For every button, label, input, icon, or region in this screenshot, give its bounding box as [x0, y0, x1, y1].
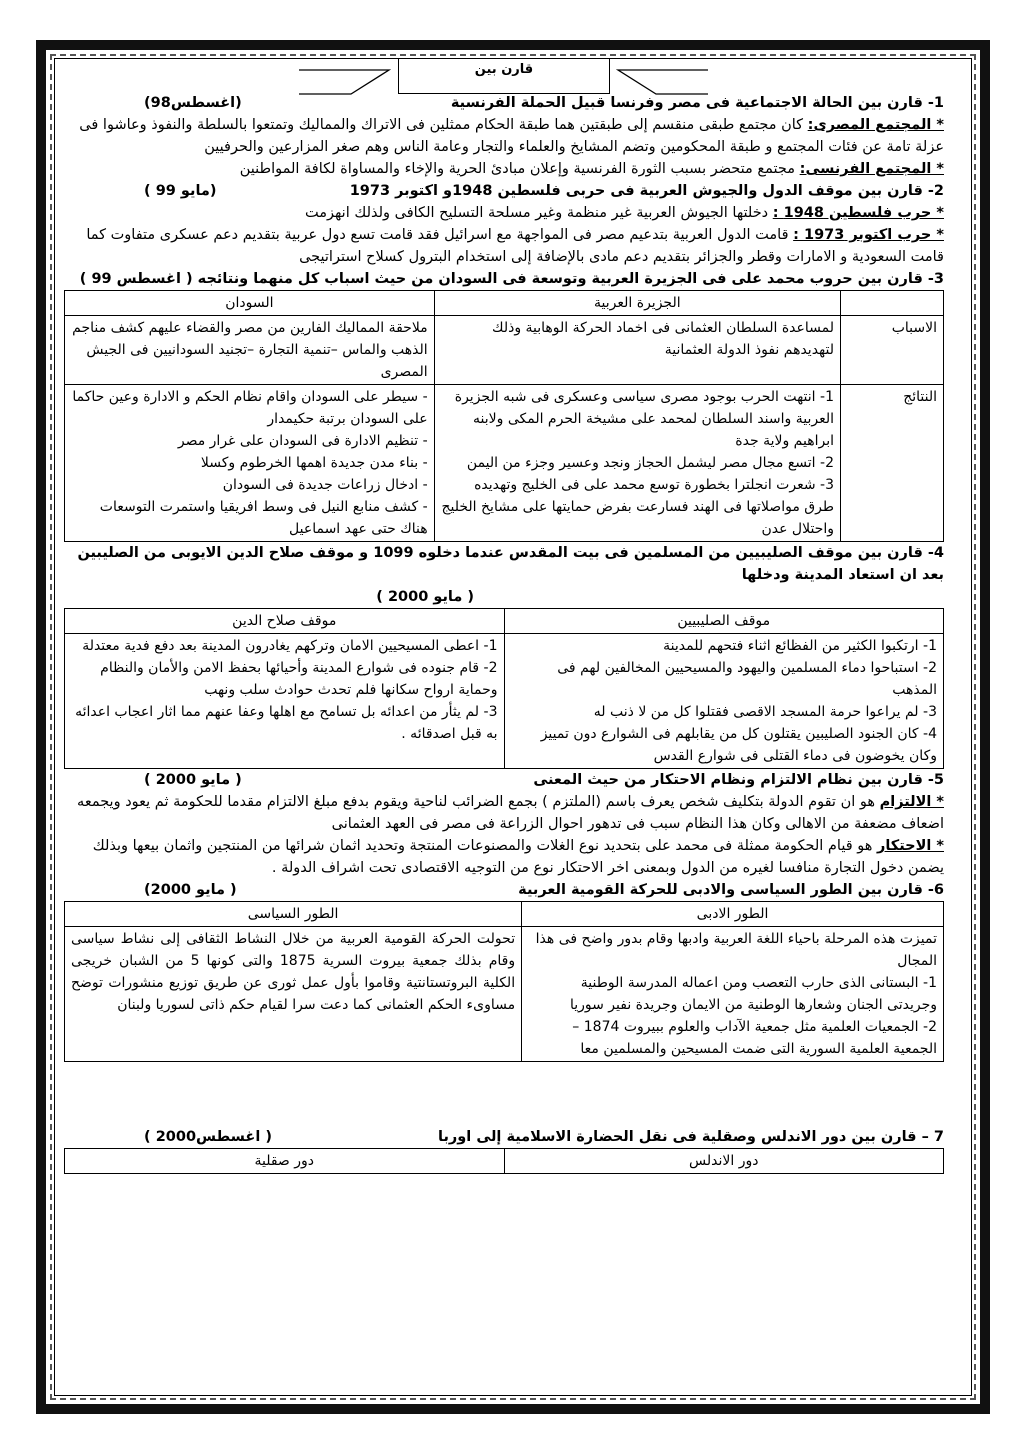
list-item: 2- استباحوا دماء المسلمين واليهود والمسيحيين المخالفين لهم فى المذهب — [557, 660, 937, 698]
q1-france-label: * المجتمع الفرنسى: — [799, 161, 944, 177]
q3-col-sudan: السودان — [65, 291, 435, 316]
q1-egypt-text: كان مجتمع طبقى منقسم إلى طبقتين هما طبقة الحكام ممثلين فى الاتراك والمماليك وتمتعوا بالسلطة والنفوذ وعاشوا فى عزلة تامة عن فئات المجتمع و طبقة المحكومين وتضم المشايخ والعلماء والتجار وعامة الناس وهم صغر المزارعين والحرفيين — [79, 117, 944, 155]
q4-table — [64, 608, 944, 769]
q6-political-cell: تحولت الحركة القومية العربية من خلال النشاط الثقافى إلى نشاط سياسى وقام بذلك جمعية بيروت السرية 1875 والتى كونها 5 من الشبان خريجى الكلية البروتستانتية وقاموا بأول عمل ثورى عن طريق توزيع منشورات توضح مساوىء الحكم العثمانى كما دعت سرا لقيام حكم ذاتى لسوريا ولبنان — [65, 927, 522, 1062]
q3-corner-cell — [841, 291, 944, 316]
q4-saladin-cell — [65, 634, 505, 769]
q6-heading-row — [64, 879, 944, 901]
list-item: 1- البستانى الذى حارب التعصب ومن اعماله المدرسة الوطنية وجريدتى الجنان وشعارها الوطنية من الايمان وجريدة نفير سوريا — [569, 975, 937, 1013]
q5-date: ( مايو 2000 ) — [144, 772, 242, 788]
q3-causes-arabia: لمساعدة السلطان العثمانى فى اخماد الحركة الوهابية وذلك لتهديدهم نفوذ الدولة العثمانية — [434, 316, 840, 385]
q1-date: (اغسطس98) — [144, 95, 242, 111]
list-item: 3- شعرت انجلترا بخطورة توسع محمد على فى الخليج وتهديده طرق مواصلاتها فى الهند فسارعت بفرض حمايتها على مشايخ الخليج واحتلال عدن — [441, 477, 834, 537]
q2-1973-label: * حرب اكتوبر 1973 : — [793, 227, 944, 243]
q1-heading-row — [64, 92, 944, 114]
q6-table — [64, 901, 944, 1062]
q7-col-andalus: دور الاندلس — [504, 1149, 944, 1174]
list-item: 2- اتسع مجال مصر ليشمل الحجاز ونجد وعسير وجزء من اليمن — [466, 455, 834, 471]
list-item: 3- لم يثأر من اعدائه بل تسامح مع اهلها وعفا عنهم مما اثار اعجاب اعدائه به قبل اصدقائه . — [75, 704, 498, 742]
q1-france — [64, 158, 944, 180]
list-item: - كشف منابع النيل فى وسط افريقيا واستمرت التوسعات هناك حتى عهد اسماعيل — [99, 499, 428, 537]
q3-col-arabia: الجزيرة العربية — [434, 291, 840, 316]
page-title: قارن بين — [398, 58, 610, 94]
q6-col-literary: الطور الادبى — [522, 902, 944, 927]
list-item: - سيطر على السودان واقام نظام الحكم و الادارة وعين حاكما على السودان برتبة حكيمدار — [72, 389, 428, 427]
q2-1973-text: قامت الدول العربية بتدعيم مصر فى المواجهة مع اسرائيل فقد قامت تسع دول عربية بتقديم دعم عسكرى متفاوت كما قامت السعودية و الامارات وقطر والجزائر بتقديم دعم مادى بالإضافة إلى استخدام البترول كسلاح استراتيجى — [86, 227, 944, 265]
q1-egypt — [64, 114, 944, 158]
q3-causes-sudan: ملاحقة المماليك الفارين من مصر والقضاء عليهم كشف مناجم الذهب والماس –تنمية التجارة –تجنيد السودانيين فى الجيش المصرى — [65, 316, 435, 385]
ribbon-right-icon — [616, 68, 708, 96]
q2-date: (مايو 99 ) — [144, 183, 217, 199]
q6-literary-cell — [522, 927, 944, 1062]
q1-france-text: مجتمع متحضر بسبب الثورة الفرنسية وإعلان مبادئ الحرية والإخاء والمساواة لكافة المواطنين — [239, 161, 796, 177]
ribbon-left-icon — [299, 68, 391, 96]
list-item: - تنظيم الادارة فى السودان على غرار مصر — [177, 433, 428, 449]
page-content — [64, 48, 944, 1174]
list-item: 1- ارتكبوا الكثير من الفظائع اثناء فتحهم للمدينة — [663, 638, 937, 654]
q3-row-causes: الاسباب — [841, 316, 944, 385]
q3-results-sudan — [65, 385, 435, 542]
spacer — [64, 1062, 944, 1126]
q5-iltizam-label: * الالتزام — [879, 794, 944, 810]
q5-iltizam — [64, 791, 944, 835]
q7-date: ( اغسطس2000 ) — [144, 1129, 272, 1145]
q2-heading: 2- قارن بين موقف الدول والجيوش العربية فى حربى فلسطين 1948و اكتوبر 1973 — [349, 183, 944, 199]
q1-heading: 1- قارن بين الحالة الاجتماعية فى مصر وفرنسا قبيل الحملة الفرنسية — [450, 95, 944, 111]
list-item: - بناء مدن جديدة اهمها الخرطوم وكسلا — [200, 455, 428, 471]
list-item: 2- قام جنوده فى شوارع المدينة وأحيائها بحفظ الامن والأمان والنظام وحماية ارواح سكانها فلم تحدث حوادث سلب ونهب — [100, 660, 498, 698]
q4-col-crusaders: موقف الصليبيين — [504, 609, 944, 634]
title-area — [64, 48, 944, 92]
list-item: 1- اعطى المسيحيين الامان وتركهم يغادرون المدينة بعد دفع فدية معتدلة — [82, 638, 498, 654]
list-item: 4- كان الجنود الصليبين يقتلون كل من يقابلهم فى الشوارع دون تمييز وكان يخوضون فى دماء القتلى فى شوارع القدس — [540, 726, 937, 764]
q1-egypt-label: * المجتمع المصرى: — [807, 117, 944, 133]
q6-col-political: الطور السياسى — [65, 902, 522, 927]
q5-iltizam-text: هو ان تقوم الدولة بتكليف شخص يعرف باسم (الملتزم ) بجمع الضرائب لناحية ويقوم بدفع مبلغ الالتزام مقدما للحكومة ثم يعود ويجمعه اضعاف مضعفة من الاهالى وكان هذا النظام سبب فى تدهور احوال الزراعة فى مصر فى العهد العثمانى — [77, 794, 944, 832]
q2-1948 — [64, 202, 944, 224]
q5-ihtikar-text: هو قيام الحكومة ممثلة فى محمد على بتحديد نوع الغلات والمصنوعات المنتجة وتحديد اثمان شرائها من المنتجين واثمان بيعها وبذلك يضمن دخول التجارة منافسا لغيره من الدول وبمعنى اخر الاحتكار نوع من التوجيه الاقتصادى تحت اشراف الدولة . — [92, 838, 944, 876]
q2-1948-label: * حرب فلسطين 1948 : — [772, 205, 944, 221]
q2-1948-text: دخلتها الجيوش العربية غير منظمة وغير مسلحة التسليح الكافى ولذلك انهزمت — [304, 205, 769, 221]
list-item: 3- لم يراعوا حرمة المسجد الاقصى فقتلوا كل من لا ذنب له — [593, 704, 937, 720]
q7-col-sicily: دور صقلية — [65, 1149, 505, 1174]
q3-heading: 3- قارن بين حروب محمد على فى الجزيرة العربية وتوسعة فى السودان من حيث اسباب كل منهما ونتائجه ( اغسطس 99 ) — [79, 271, 944, 287]
list-item: تميزت هذه المرحلة باحياء اللغة العربية وادبها وقام بدور واضح فى هذا المجال — [535, 931, 937, 969]
q5-ihtikar — [64, 835, 944, 879]
q2-heading-row — [64, 180, 944, 202]
q5-ihtikar-label: * الاحتكار — [877, 838, 944, 854]
q3-table — [64, 290, 944, 542]
q4-heading: 4- قارن بين موقف الصليبيين من المسلمين فى بيت المقدس عندما دخلوه 1099 و موقف صلاح الدين الايوبى من الصليبين بعد ان استعاد المدينة ودخلها — [77, 545, 944, 583]
q4-crusaders-cell — [504, 634, 944, 769]
q4-col-saladin: موقف صلاح الدين — [65, 609, 505, 634]
q5-heading: 5- قارن بين نظام الالتزام ونظام الاحتكار من حيث المعنى — [533, 772, 944, 788]
q6-date: ( مايو 2000) — [144, 882, 237, 898]
q6-heading: 6- قارن بين الطور السياسى والادبى للحركة القومية العربية — [518, 882, 944, 898]
q3-results-arabia — [434, 385, 840, 542]
list-item: 2- الجمعيات العلمية مثل جمعية الآداب والعلوم ببيروت 1874 – الجمعية العلمية السورية التى ضمت المسيحين والمسلمين معا — [572, 1019, 937, 1057]
q2-1973 — [64, 224, 944, 268]
list-item: 1- انتهت الحرب بوجود مصرى سياسى وعسكرى فى شبه الجزيرة العربية واسند السلطان لمحمد على مشيخة الحرم المكى ولابنه ابراهيم ولاية جدة — [454, 389, 834, 449]
q7-table — [64, 1148, 944, 1174]
list-item: - ادخال زراعات جديدة فى السودان — [222, 477, 428, 493]
q3-row-results: النتائج — [841, 385, 944, 542]
q5-heading-row — [64, 769, 944, 791]
q7-heading: 7 – قارن بين دور الاندلس وصقلية فى نقل الحضارة الاسلامية إلى اوربا — [438, 1129, 944, 1145]
q7-heading-row — [64, 1126, 944, 1148]
q4-date: ( مايو 2000 ) — [376, 589, 474, 605]
